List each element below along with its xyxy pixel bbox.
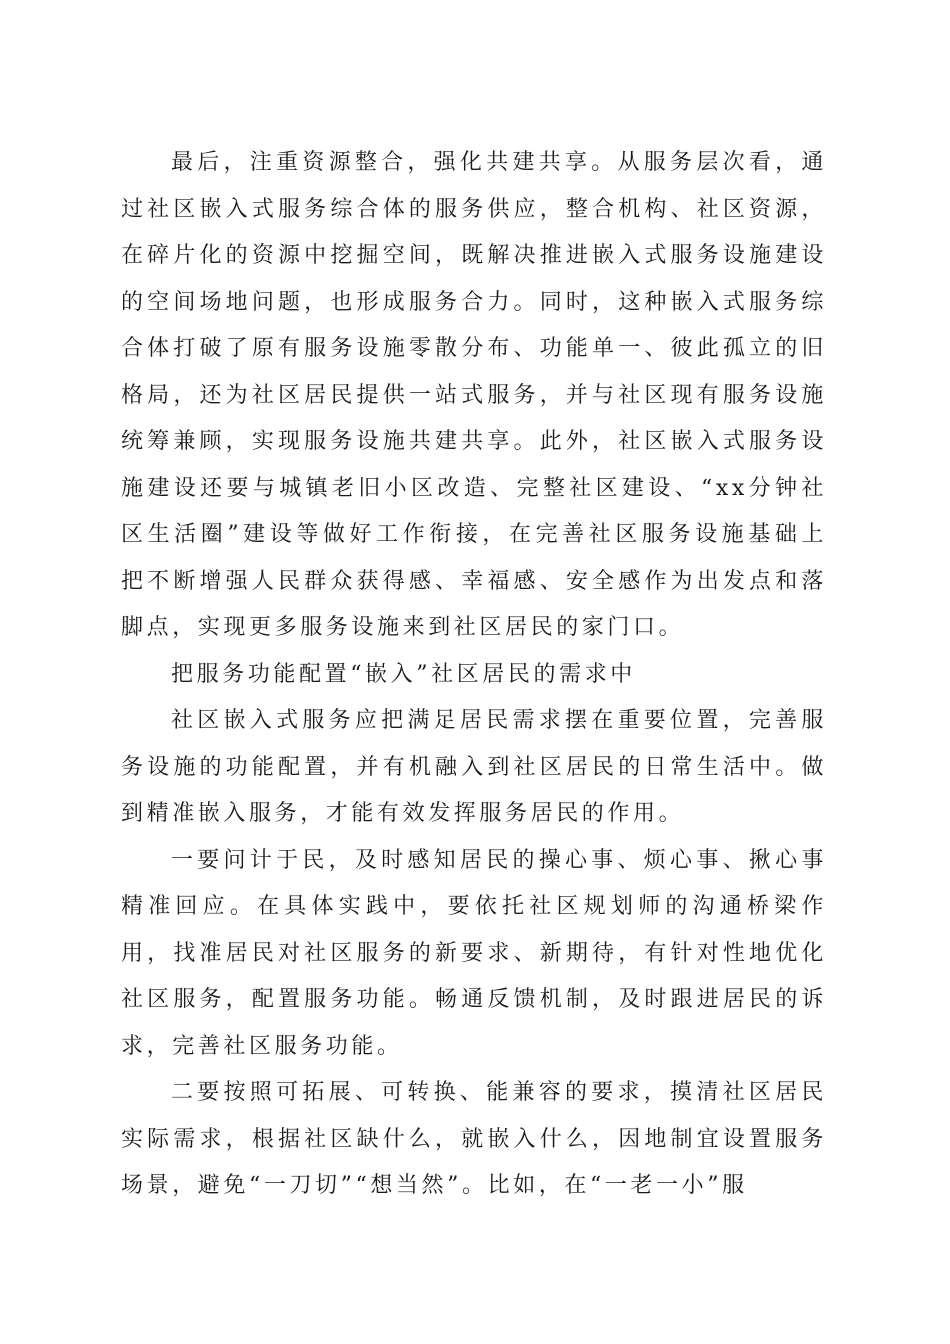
paragraph-resident-needs: 社区嵌入式服务应把满足居民需求摆在重要位置，完善服务设施的功能配置，并有机融入到社区居民的日常生活中。做到精准嵌入服务，才能有效发挥服务居民的作用。 [121,708,827,826]
section-heading: 把服务功能配置“嵌入”社区居民的需求中 [171,661,636,687]
document-body [121,140,827,1210]
paragraph-resource-integration: 最后，注重资源整合，强化共建共享。从服务层次看，通过社区嵌入式服务综合体的服务供应，整合机构、社区资源，在碎片化的资源中挖掘空间，既解决推进嵌入式服务设施建设的空间场地问题，也形成服务合力。同时，这种嵌入式服务综合体打破了原有服务设施零散分布、功能单一、彼此孤立的旧格局，还为社区居民提供一站式服务，并与社区现有服务设施统筹兼顾，实现服务设施共建共享。此外，社区嵌入式服务设施建设还要与城镇老旧小区改造、完整社区建设、“xx分钟社区生活圈”建设等做好工作衔接，在完善社区服务设施基础上把不断增强人民群众获得感、幸福感、安全感作为出发点和落脚点，实现更多服务设施来到社区居民的家门口。 [121,150,827,640]
paragraph-consult-residents: 一要问计于民，及时感知居民的操心事、烦心事、揪心事精准回应。在具体实践中，要依托社区规划师的沟通桥梁作用，找准居民对社区服务的新要求、新期待，有针对性地优化社区服务，配置服务功能。畅通反馈机制，及时跟进居民的诉求，完善社区服务功能。 [121,847,827,1059]
paragraph-expandable-requirements: 二要按照可拓展、可转换、能兼容的要求，摸清社区居民实际需求，根据社区缺什么，就嵌入什么，因地制宜设置服务场景，避免“一刀切”“想当然”。比如，在“一老一小”服 [121,1080,827,1198]
